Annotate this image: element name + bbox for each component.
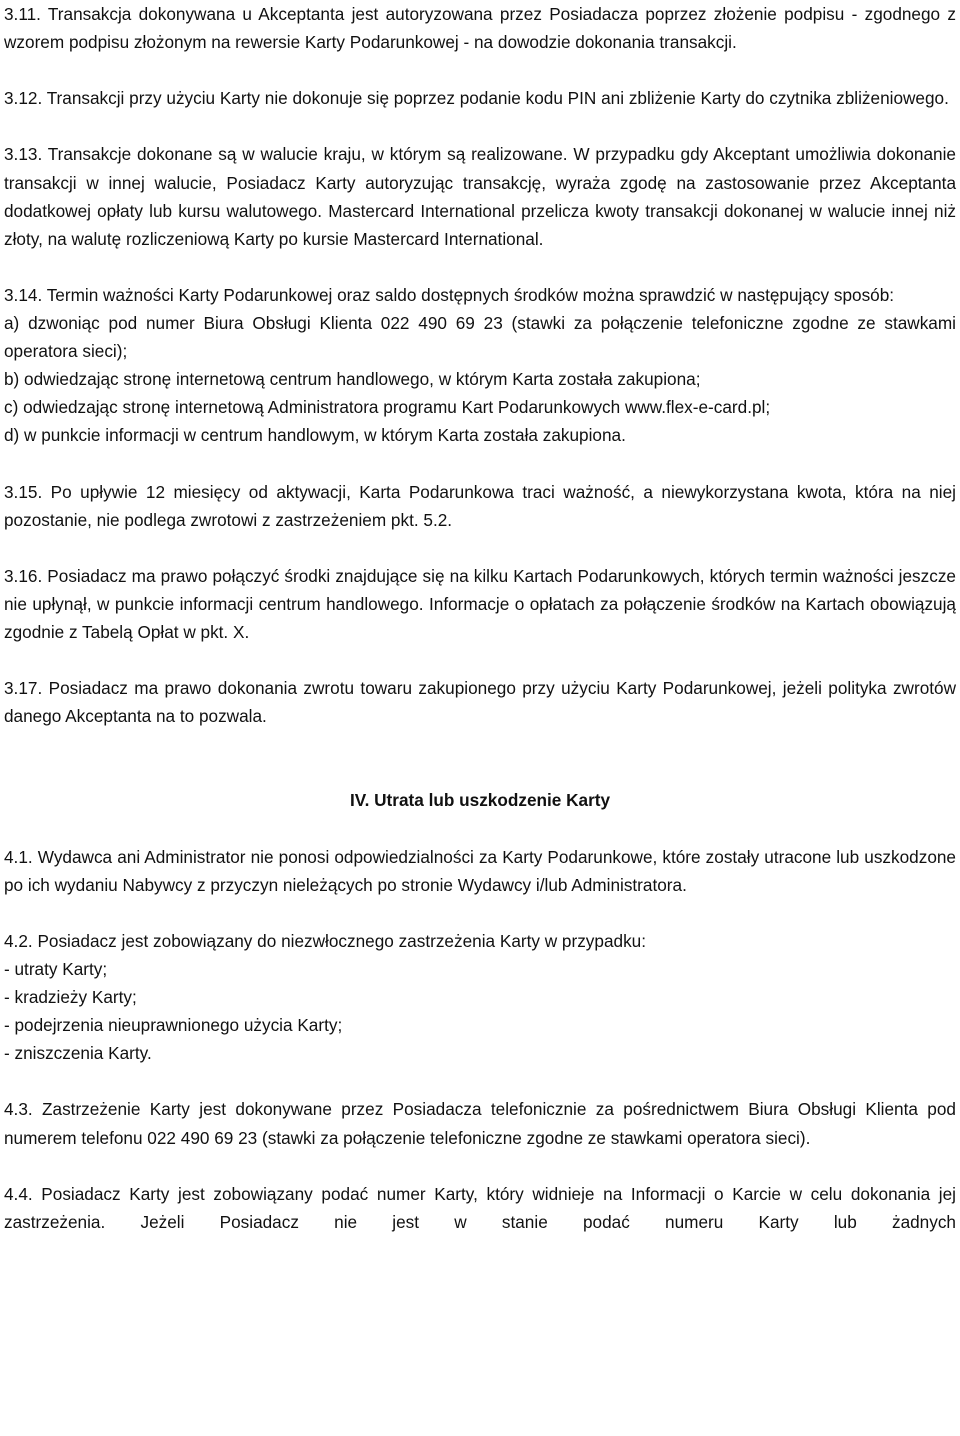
paragraph-3-13: 3.13. Transakcje dokonane są w walucie kraju, w którym są realizowane. W przypadku gdy Akceptant umożliwia dokonanie transakcji w innej walucie, Posiadacz Karty autoryzując transakcję, wyraża zgodę na zastosowanie przez Akceptanta dodatkowej opłaty lub kursu walutowego. Mastercard International przelicza kwoty transakcji dokonanej w walucie innej niż złoty, na walutę rozliczeniową Karty po kursie Mastercard International.: [4, 144, 956, 249]
section-heading: IV. Utrata lub uszkodzenie Karty: [349, 790, 611, 811]
spacer: [4, 56, 956, 84]
spacer: [4, 815, 956, 843]
paragraph-3-14-a: a) dzwoniąc pod numer Biura Obsługi Klienta 022 490 69 23 (stawki za połączenie telefoniczne zgodne ze stawkami operatora sieci);: [4, 313, 956, 362]
paragraph-3-14-intro: 3.14. Termin ważności Karty Podarunkowej oraz saldo dostępnych środków można sprawdzić w następujący sposób:: [4, 284, 895, 305]
spacer: [4, 646, 956, 674]
spacer: [4, 253, 956, 281]
spacer: [4, 1067, 956, 1095]
paragraph-3-14-c: c) odwiedzając stronę internetową Administratora programu Kart Podarunkowych www.flex-e-card.pl;: [4, 397, 771, 418]
paragraph-4-3: 4.3. Zastrzeżenie Karty jest dokonywane przez Posiadacza telefonicznie za pośrednictwem Biura Obsługi Klienta pod numerem telefonu 022 490 69 23 (stawki za połączenie telefoniczne zgodne ze stawkami operatora sieci).: [4, 1099, 956, 1148]
list-item: - zniszczenia Karty.: [4, 1043, 152, 1064]
paragraph-3-16: 3.16. Posiadacz ma prawo połączyć środki znajdujące się na kilku Kartach Podarunkowych, których termin ważności jeszcze nie upłynął, w punkcie informacji centrum handlowego. Informacje o opłatach za połączenie środków na Kartach obowiązują zgodnie z Tabelą Opłat w pkt. X.: [4, 565, 956, 643]
paragraph-3-14-d: d) w punkcie informacji w centrum handlowym, w którym Karta została zakupiona.: [4, 425, 626, 446]
paragraph-4-1: 4.1. Wydawca ani Administrator nie ponosi odpowiedzialności za Karty Podarunkowe, które zostały utracone lub uszkodzone po ich wydaniu Nabywcy z przyczyn nieleżących po stronie Wydawcy i/lub Administratora.: [4, 846, 956, 895]
paragraph-3-14-b: b) odwiedzając stronę internetową centrum handlowego, w którym Karta została zakupiona;: [4, 369, 701, 390]
spacer: [4, 1152, 956, 1180]
paragraph-3-12: 3.12. Transakcji przy użyciu Karty nie dokonuje się poprzez podanie kodu PIN ani zbliżenie Karty do czytnika zbliżeniowego.: [4, 88, 949, 109]
spacer: [4, 899, 956, 927]
paragraph-3-17: 3.17. Posiadacz ma prawo dokonania zwrotu towaru zakupionego przy użyciu Karty Podarunkowej, jeżeli polityka zwrotów danego Akceptanta na to pozwala.: [4, 678, 956, 727]
paragraph-4-2-intro: 4.2. Posiadacz jest zobowiązany do niezwłocznego zastrzeżenia Karty w przypadku:: [4, 930, 647, 951]
spacer: [4, 450, 956, 478]
list-item: - utraty Karty;: [4, 959, 108, 979]
document-page: [4, 0, 956, 1236]
paragraph-3-15: 3.15. Po upływie 12 miesięcy od aktywacji, Karta Podarunkowa traci ważność, a niewykorzystana kwota, która na niej pozostanie, nie podlega zwrotowi z zastrzeżeniem pkt. 5.2.: [4, 481, 956, 530]
spacer: [4, 730, 956, 786]
spacer: [4, 534, 956, 562]
list-item: - podejrzenia nieuprawnionego użycia Karty;: [4, 1015, 343, 1036]
spacer: [4, 112, 956, 140]
paragraph-4-4: 4.4. Posiadacz Karty jest zobowiązany podać numer Karty, który widnieje na Informacji o Karcie w celu dokonania jej zastrzeżenia. Jeżeli Posiadacz nie jest w stanie podać numeru Karty lub żadnych: [4, 1183, 956, 1232]
paragraph-3-11: 3.11. Transakcja dokonywana u Akceptanta jest autoryzowana przez Posiadacza poprzez złożenie podpisu - zgodnego z wzorem podpisu złożonym na rewersie Karty Podarunkowej - na dowodzie dokonania transakcji.: [4, 4, 956, 53]
list-item: - kradzieży Karty;: [4, 987, 137, 1008]
